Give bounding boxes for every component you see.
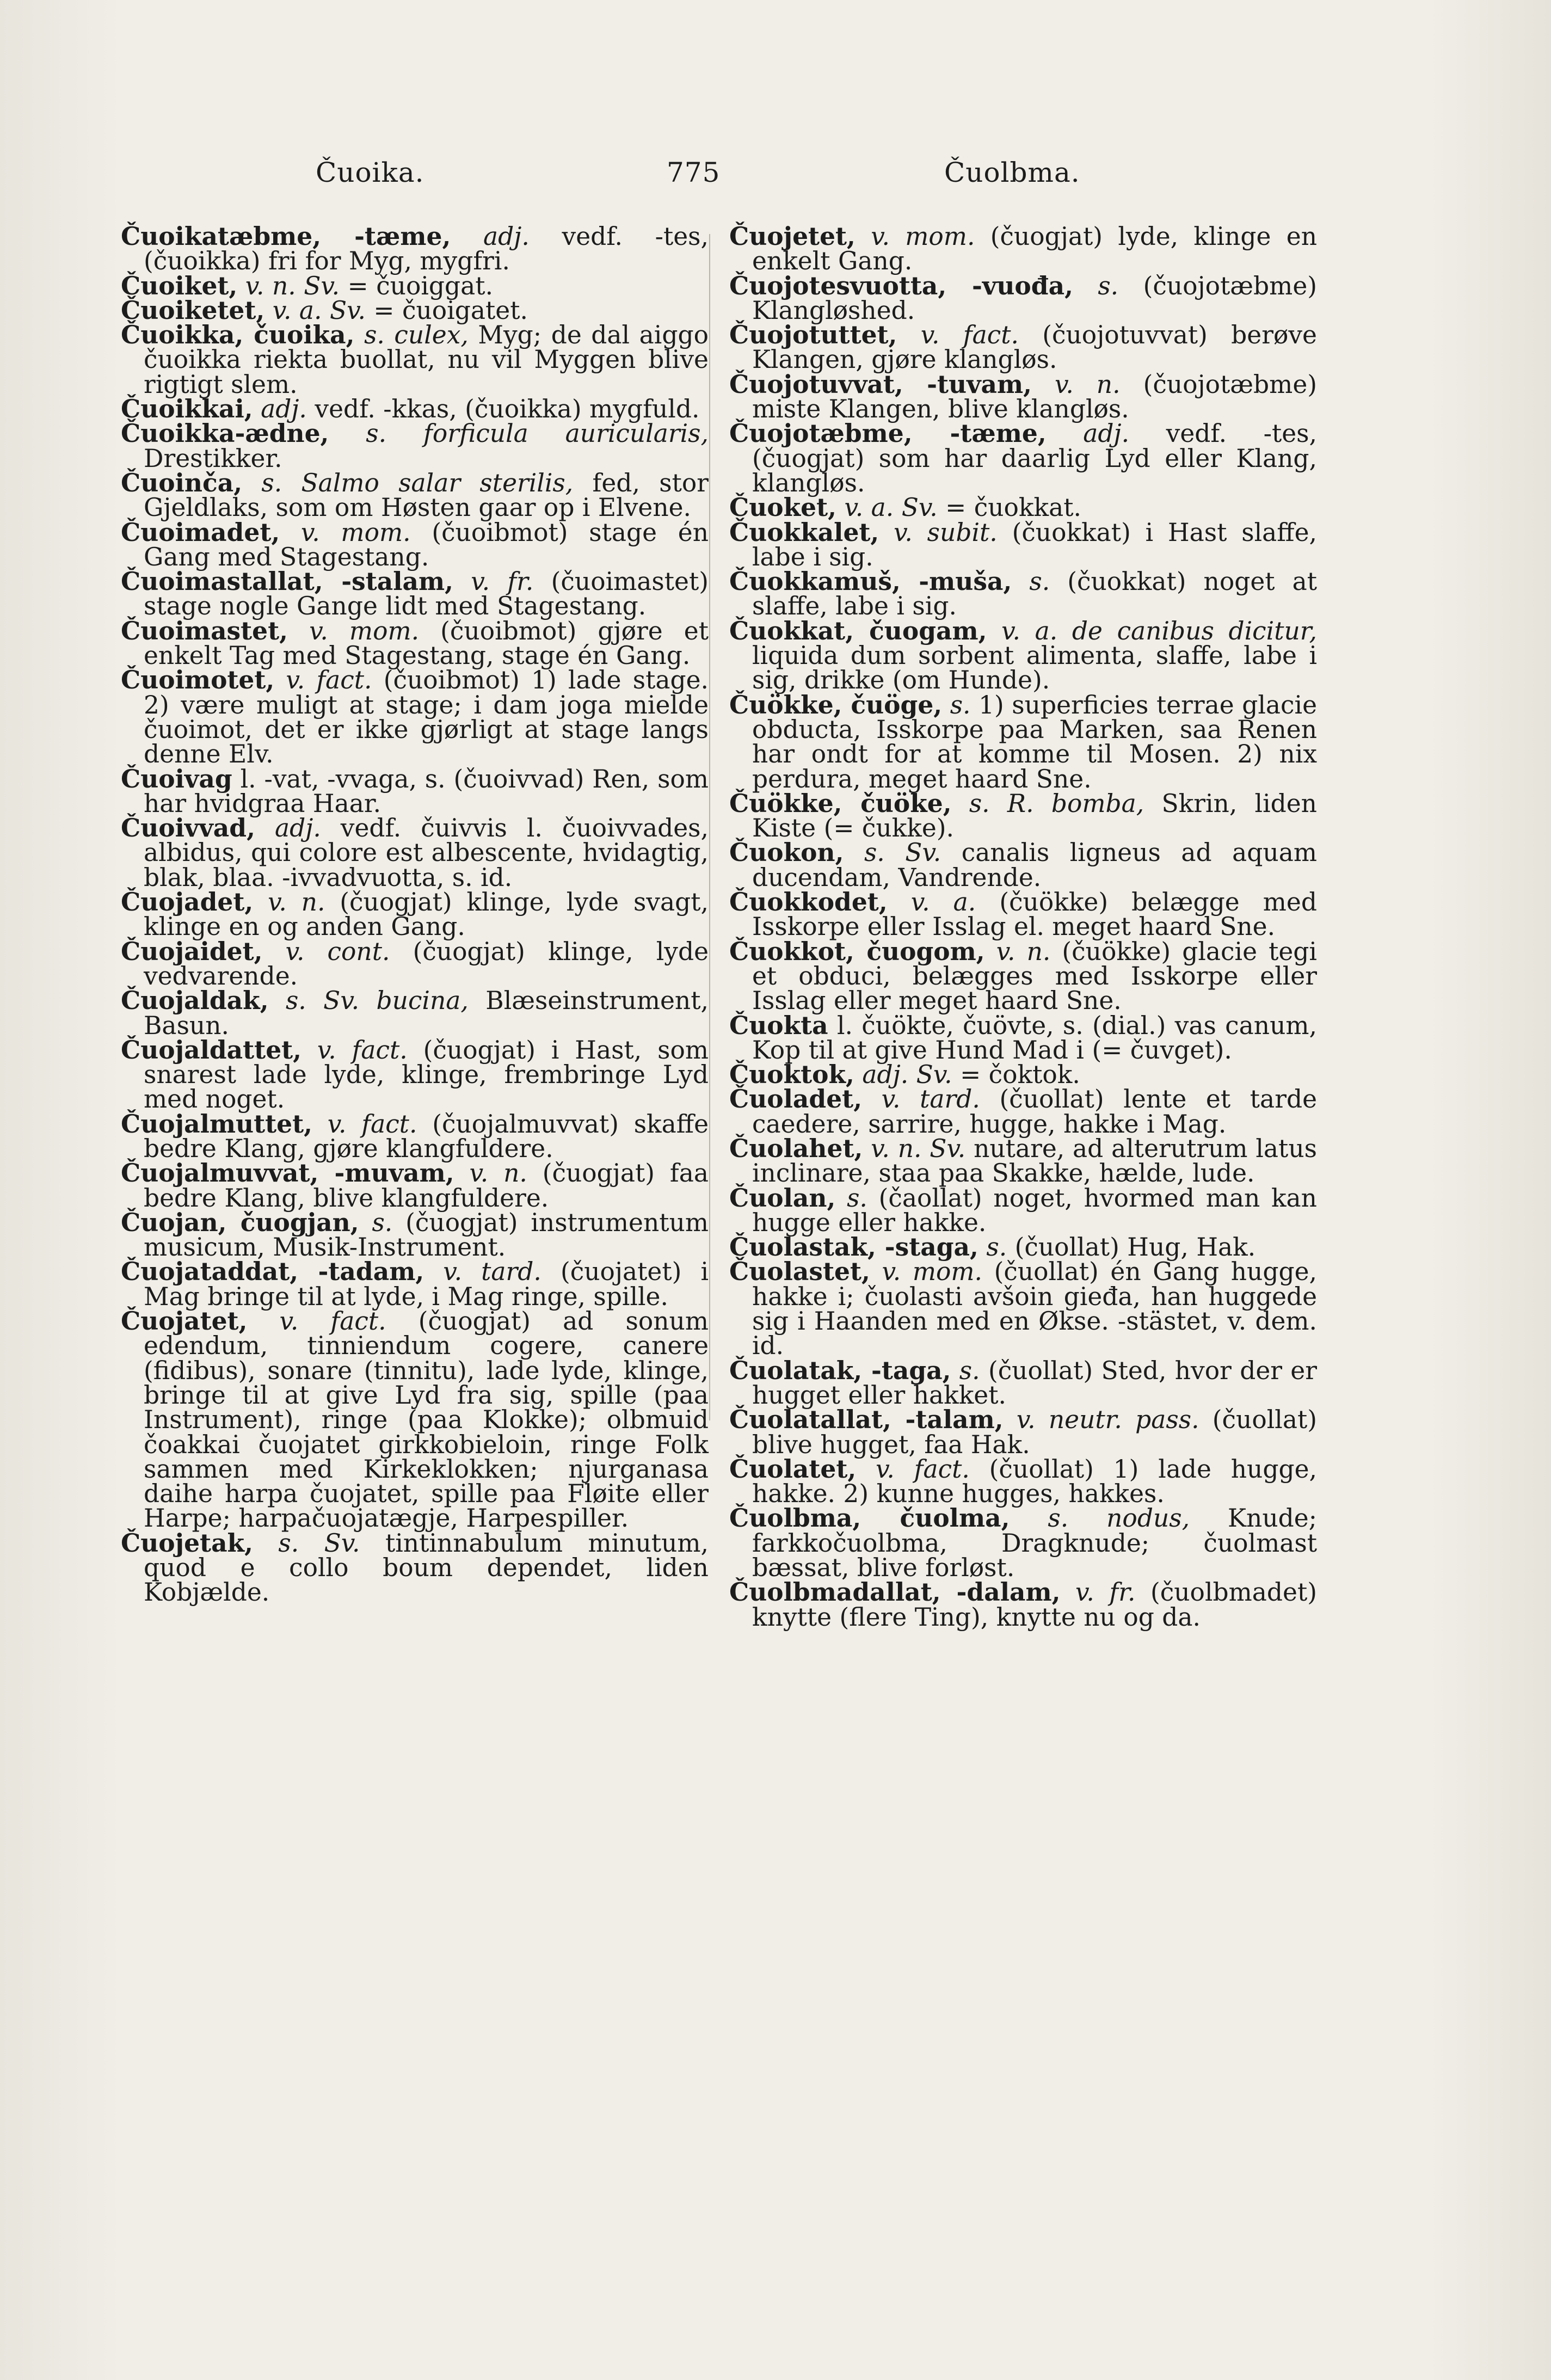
entry-definition: Blæseinstrument, Basun. bbox=[144, 986, 709, 1040]
entry-grammar: v. fact. bbox=[286, 666, 372, 695]
entry-grammar: v. n. bbox=[268, 888, 325, 917]
entry-definition: = čuoiggat. bbox=[347, 271, 494, 300]
entry-headword: Čuojotuttet, bbox=[729, 320, 897, 350]
dictionary-entry bbox=[121, 320, 709, 399]
dictionary-entry bbox=[729, 1355, 1317, 1410]
entry-grammar: s. bbox=[950, 690, 971, 719]
header-left-guideword: Čuoika. bbox=[316, 157, 424, 188]
header-right-guideword: Čuolbma. bbox=[944, 157, 1080, 188]
entry-grammar: adj. bbox=[1083, 419, 1130, 448]
entry-grammar: v. n. bbox=[469, 1159, 527, 1188]
dictionary-entry bbox=[729, 1084, 1317, 1139]
dictionary-entry bbox=[121, 270, 709, 300]
dictionary-entry bbox=[121, 988, 709, 1038]
entry-definition: (čuollat) lente et tarde caedere, sarrire, hugge, hakke i Mag. bbox=[752, 1085, 1317, 1139]
entry-grammar: s. Sv. bbox=[864, 838, 941, 868]
entry-grammar: s. Sv. bbox=[278, 1528, 360, 1558]
entry-headword: Čuojadet, bbox=[121, 887, 254, 917]
entry-headword: Čuoimotet, bbox=[121, 665, 275, 695]
dictionary-entry bbox=[729, 517, 1317, 571]
entry-definition: = čuokkat. bbox=[945, 493, 1081, 522]
entry-headword: Čuokon, bbox=[729, 838, 844, 868]
entry-grammar: v. mom. bbox=[300, 518, 411, 547]
entry-definition: Drestikker. bbox=[144, 444, 282, 473]
entry-headword: Čuojataddat, -tadam, bbox=[121, 1257, 424, 1287]
left-column bbox=[121, 224, 709, 1605]
entry-grammar: v. mom. bbox=[882, 1257, 982, 1287]
dictionary-entry bbox=[729, 320, 1317, 374]
entry-grammar: s. culex, bbox=[364, 321, 469, 350]
dictionary-entry bbox=[729, 887, 1317, 942]
entry-headword: Čuoikka, čuoika, bbox=[121, 320, 355, 350]
entry-grammar: s. forficula auricularis, bbox=[366, 419, 709, 448]
entry-headword: Čuoiket, bbox=[121, 270, 238, 300]
dictionary-entry bbox=[729, 369, 1317, 424]
entry-definition: (čuoimastet) stage nogle Gange lidt med Stagestang. bbox=[144, 567, 709, 621]
entry-headword: Čuolbma, čuolma, bbox=[729, 1503, 1010, 1533]
entry-grammar: v. mom. bbox=[309, 616, 420, 645]
entry-definition: (čuokkat) noget at slaffe, labe i sig. bbox=[752, 567, 1318, 621]
dictionary-entry bbox=[121, 665, 709, 769]
entry-grammar: adj. Sv. bbox=[862, 1060, 952, 1090]
entry-headword: Čuolan, bbox=[729, 1183, 836, 1213]
entry-definition: (čuojalmuvvat) skaffe bedre Klang, gjøre klangfuldere. bbox=[144, 1109, 709, 1163]
entry-grammar: v. fact. bbox=[920, 321, 1019, 350]
entry-definition: vedf. -kkas, (čuoikka) mygfuld. bbox=[315, 395, 700, 424]
entry-headword: Čuoikkai, bbox=[121, 394, 253, 424]
entry-headword: Čuoimastet, bbox=[121, 616, 288, 645]
dictionary-entry bbox=[121, 468, 709, 522]
entry-definition: (čuollat) én Gang hugge, hakke i; čuolasti avšoin gieđa, han huggede sig i Haanden med en Økse. -stästet, v. dem. id. bbox=[752, 1257, 1317, 1361]
entry-headword: Čuojalmuvvat, -muvam, bbox=[121, 1158, 454, 1188]
dictionary-entry bbox=[729, 616, 1317, 695]
entry-definition: (čuollat) 1) lade hugge, hakke. 2) kunne hugges, hakkes. bbox=[752, 1454, 1317, 1509]
entry-grammar: s. bbox=[986, 1233, 1007, 1262]
dictionary-entry bbox=[121, 421, 709, 471]
entry-grammar: v. subit. bbox=[894, 518, 998, 547]
entry-grammar: v. mom. bbox=[871, 222, 975, 251]
entry-grammar: v. n. Sv. bbox=[871, 1134, 966, 1163]
entry-grammar: s. nodus, bbox=[1048, 1504, 1190, 1533]
entry-definition: Knude; farkkočuolbma, Dragknude; čuolmast bæssat, blive forløst. bbox=[752, 1504, 1318, 1583]
entry-grammar: v. fact. bbox=[317, 1035, 408, 1065]
dictionary-entry bbox=[121, 295, 709, 325]
dictionary-entry bbox=[121, 569, 709, 619]
entry-grammar: v. fact. bbox=[876, 1454, 970, 1484]
entry-definition: vedf. -tes, (čuoikka) fri for Myg, mygfri. bbox=[144, 222, 709, 276]
entry-headword: Čuoikka-ædne, bbox=[121, 419, 329, 448]
entry-grammar: v. fact. bbox=[279, 1307, 386, 1336]
entry-grammar: v. fr. bbox=[1075, 1578, 1136, 1607]
dictionary-entry bbox=[121, 887, 709, 942]
entry-definition: (čuolbmadet) knytte (flere Ting), knytte nu og da. bbox=[752, 1578, 1317, 1632]
entry-grammar: s. Sv. bucina, bbox=[285, 986, 469, 1016]
entry-headword: Čuokta bbox=[729, 1010, 828, 1040]
entry-grammar: adj. bbox=[274, 814, 321, 843]
entry-definition: (čuökke) belægge med Isskorpe eller Isslag el. meget haard Sne. bbox=[752, 888, 1317, 942]
dictionary-entry bbox=[729, 1503, 1318, 1583]
dictionary-entry bbox=[729, 1232, 1317, 1262]
entry-headword: Čuolahet, bbox=[729, 1133, 863, 1163]
entry-headword: Čuolatet, bbox=[729, 1454, 857, 1484]
entry-headword: Čuoiketet, bbox=[121, 295, 265, 325]
dictionary-entry bbox=[729, 569, 1317, 619]
dictionary-entry bbox=[121, 936, 709, 991]
dictionary-entry bbox=[729, 690, 1318, 794]
dictionary-entry bbox=[729, 270, 1317, 325]
dictionary-entry bbox=[121, 394, 709, 424]
entry-grammar: v. a. bbox=[910, 888, 976, 917]
entry-definition: (čuogjat) klinge, lyde vedvarende. bbox=[144, 937, 709, 991]
running-header bbox=[114, 157, 1431, 200]
dictionary-entry bbox=[729, 495, 1317, 520]
dictionary-entry bbox=[121, 1528, 709, 1607]
entry-definition: (čuogjat) faa bedre Klang, blive klangfuldere. bbox=[144, 1159, 709, 1213]
dictionary-entry bbox=[729, 1577, 1317, 1632]
dictionary-entry bbox=[121, 517, 709, 571]
entry-definition: fed, stor Gjeldlaks, som om Høsten gaar op i Elvene. bbox=[144, 468, 709, 522]
entry-headword: Čuokkamuš, -muša, bbox=[729, 567, 1012, 596]
column-divider bbox=[709, 234, 710, 1420]
entry-headword: Čuolastet, bbox=[729, 1257, 870, 1287]
dictionary-entry bbox=[729, 1060, 1317, 1090]
entry-definition: (čuoibmot) gjøre et enkelt Tag med Stagestang, stage én Gang. bbox=[144, 616, 709, 671]
entry-definition: (čuojotæbme) miste Klangen, blive klangløs. bbox=[752, 370, 1317, 424]
dictionary-entry bbox=[729, 1133, 1317, 1188]
entry-definition: l. -vat, -vvaga, s. (čuoivvad) Ren, som har hvidgraa Haar. bbox=[144, 764, 709, 818]
entry-headword: Čuoimadet, bbox=[121, 517, 280, 547]
dictionary-entry bbox=[121, 1259, 709, 1309]
entry-headword: Čuolatallat, -talam, bbox=[729, 1405, 1004, 1435]
entry-headword: Čuoikatæbme, -tæme, bbox=[121, 222, 451, 251]
entry-headword: Čuoktok, bbox=[729, 1060, 854, 1090]
entry-definition: (čaollat) noget, hvormed man kan hugge eller hakke. bbox=[752, 1183, 1317, 1237]
entry-definition: (čuollat) blive hugget, faa Hak. bbox=[752, 1405, 1317, 1459]
entry-definition: canalis ligneus ad aquam ducendam, Vandrende. bbox=[752, 838, 1317, 892]
dictionary-entry bbox=[729, 421, 1317, 495]
entry-definition: (čuogjat) ad sonum edendum, tinniendum cogere, canere (fidibus), sonare (tinnitu), lade lyde, klinge, bringe til at give Lyd fra sig, spille (paa Instrument), ringe (paa Klokke); olbmuid čoakkai čuojatet girkkobieloin, ringe Folk sammen med Kirkeklokken; njurganasa daihe harpa čuojatet, spille paa Fløite eller Harpe; harpačuojatægje, Harpespiller. bbox=[144, 1307, 709, 1533]
entry-grammar: adj. bbox=[261, 395, 307, 424]
entry-grammar: v. n. Sv. bbox=[245, 271, 340, 300]
dictionary-entry bbox=[729, 936, 1317, 1016]
entry-grammar: v. cont. bbox=[285, 937, 390, 966]
entry-grammar: s. bbox=[847, 1183, 867, 1213]
entry-grammar: v. tard. bbox=[443, 1257, 541, 1287]
entry-headword: Čuolastak, -staga, bbox=[729, 1232, 978, 1262]
entry-definition: = čuoigatet. bbox=[373, 296, 528, 325]
entry-headword: Čuokkalet, bbox=[729, 517, 879, 547]
entry-headword: Čuojan, čuogjan, bbox=[121, 1207, 359, 1237]
dictionary-entry bbox=[121, 616, 709, 671]
entry-grammar: v. n. bbox=[1055, 370, 1121, 399]
entry-grammar: v. neutr. pass. bbox=[1016, 1405, 1199, 1435]
entry-headword: Čuoimastallat, -stalam, bbox=[121, 567, 453, 596]
entry-definition: 1) superficies terrae glacie obducta, Isskorpe paa Marken, saa Renen har ondt for at komme til Mosen. 2) nix perdura, meget haard Sne. bbox=[752, 690, 1318, 794]
entry-definition: (čuogjat) klinge, lyde svagt, klinge en og anden Gang. bbox=[144, 888, 709, 942]
entry-definition: = čoktok. bbox=[960, 1060, 1080, 1090]
entry-grammar: v. a. Sv. bbox=[844, 493, 938, 522]
entry-definition: (čuoibmot) 1) lade stage. 2) være muligt at stage; i dam joga mielde čuoimot, det er ikke gjørligt at stage langs denne Elv. bbox=[144, 666, 709, 769]
entry-headword: Čuokkat, čuogam, bbox=[729, 616, 987, 645]
dictionary-entry bbox=[121, 1035, 709, 1114]
entry-headword: Čuojetak, bbox=[121, 1528, 253, 1558]
dictionary-entry bbox=[729, 1454, 1317, 1509]
entry-headword: Čuoivag bbox=[121, 764, 232, 794]
entry-grammar: s. R. bomba, bbox=[969, 789, 1144, 818]
entry-definition: (čuollat) Sted, hvor der er hugget eller hakket. bbox=[752, 1356, 1317, 1410]
entry-definition: (čuojotuvvat) berøve Klangen, gjøre klangløs. bbox=[752, 321, 1317, 374]
entry-grammar: v. fr. bbox=[471, 567, 534, 596]
entry-definition: nutare, ad alterutrum latus inclinare, staa paa Skakke, hælde, lude. bbox=[752, 1134, 1317, 1188]
dictionary-entry bbox=[121, 1109, 709, 1163]
entry-grammar: s. bbox=[372, 1208, 393, 1237]
entry-grammar: s. Salmo salar sterilis, bbox=[261, 468, 574, 497]
entry-headword: Čuokkodet, bbox=[729, 887, 888, 917]
entry-headword: Čuoivvad, bbox=[121, 813, 255, 843]
dictionary-entry bbox=[729, 1010, 1317, 1065]
entry-grammar: v. fact. bbox=[327, 1109, 417, 1139]
entry-headword: Čuolatak, -taga, bbox=[729, 1355, 951, 1385]
entry-definition: vedf. -tes, (čuogjat) som har daarlig Lyd eller Klang, klangløs. bbox=[752, 419, 1317, 497]
dictionary-entry bbox=[729, 224, 1317, 274]
entry-headword: Čuojaidet, bbox=[121, 936, 263, 966]
entry-definition: (čuojotæbme) Klangløshed. bbox=[752, 271, 1317, 325]
entry-grammar: adj. bbox=[483, 222, 530, 251]
entry-headword: Čuokkot, čuogom, bbox=[729, 936, 985, 966]
entry-definition: tintinnabulum minutum, quod e collo boum dependet, liden Kobjælde. bbox=[144, 1528, 709, 1607]
dictionary-entry bbox=[729, 788, 1317, 843]
entry-definition: (čuokkat) i Hast slaffe, labe i sig. bbox=[752, 518, 1317, 571]
entry-headword: Čuojotæbme, -tæme, bbox=[729, 419, 1047, 448]
entry-grammar: v. a. Sv. bbox=[272, 296, 366, 325]
entry-definition: Myg; de dal aiggo čuoikka riekta buollat, nu vil Myggen blive rigtigt slem. bbox=[144, 321, 709, 399]
entry-headword: Čuoket, bbox=[729, 493, 836, 522]
dictionary-entry bbox=[729, 1257, 1317, 1361]
entry-headword: Čuojotesvuotta, -vuođa, bbox=[729, 270, 1073, 300]
entry-headword: Čuojaldattet, bbox=[121, 1035, 302, 1065]
entry-headword: Čuojetet, bbox=[729, 222, 855, 251]
entry-headword: Čuojatet, bbox=[121, 1306, 248, 1336]
entry-headword: Čuoinča, bbox=[121, 468, 243, 497]
entry-definition: Skrin, liden Kiste (= čukke). bbox=[752, 789, 1317, 843]
dictionary-entry bbox=[729, 840, 1317, 890]
entry-grammar: s. bbox=[959, 1356, 980, 1385]
dictionary-entry bbox=[121, 813, 709, 892]
entry-definition: vedf. čuivvis l. čuoivvades, albidus, qui colore est albescente, hvidagtig, blak, blaa. -ivvadvuotta, s. id. bbox=[144, 814, 709, 892]
entry-headword: Čuolbmadallat, -dalam, bbox=[729, 1577, 1061, 1607]
entry-definition: (čuogjat) instrumentum musicum, Musik-Instrument. bbox=[144, 1208, 709, 1262]
entry-headword: Čuökke, čuöge, bbox=[729, 690, 943, 719]
dictionary-entry bbox=[729, 1183, 1317, 1237]
entry-grammar: s. bbox=[1029, 567, 1050, 596]
entry-definition: (čuollat) Hug, Hak. bbox=[1014, 1233, 1256, 1262]
entry-headword: Čuojalmuttet, bbox=[121, 1109, 312, 1139]
entry-definition: (čuökke) glacie tegi et obduci, belægges med Isskorpe eller Isslag eller meget haard Sne. bbox=[752, 937, 1317, 1016]
entry-grammar: v. a. de canibus dicitur, bbox=[1001, 616, 1317, 645]
dictionary-entry bbox=[121, 1207, 709, 1262]
dictionary-entry bbox=[121, 764, 709, 818]
entry-definition: liquida dum sorbent alimenta, slaffe, labe i sig, drikke (om Hunde). bbox=[752, 641, 1317, 695]
entry-headword: Čuoladet, bbox=[729, 1084, 863, 1114]
entry-grammar: v. tard. bbox=[881, 1085, 980, 1114]
dictionary-entry bbox=[729, 1407, 1317, 1457]
dictionary-entry bbox=[121, 224, 709, 274]
entry-grammar: s. bbox=[1098, 271, 1119, 300]
dictionary-entry bbox=[121, 1158, 709, 1213]
entry-headword: Čuökke, čuöke, bbox=[729, 788, 952, 818]
entry-definition: (čuogjat) i Hast, som snarest lade lyde, klinge, frembringe Lyd med noget. bbox=[144, 1035, 709, 1114]
entry-headword: Čuojotuvvat, -tuvam, bbox=[729, 369, 1032, 399]
entry-definition: (čuojatet) i Mag bringe til at lyde, i Mag ringe, spille. bbox=[144, 1257, 709, 1311]
entry-definition: (čuogjat) lyde, klinge en enkelt Gang. bbox=[752, 222, 1317, 276]
entry-grammar: v. n. bbox=[996, 937, 1051, 966]
entry-headword: Čuojaldak, bbox=[121, 986, 269, 1016]
page-number: 775 bbox=[667, 157, 721, 188]
entry-definition: (čuoibmot) stage én Gang med Stagestang. bbox=[144, 518, 709, 571]
entry-definition: l. čuökte, čuövte, s. (dial.) vas canum, Kop til at give Hund Mad i (= čuvget). bbox=[752, 1011, 1317, 1065]
right-column bbox=[729, 222, 1318, 1632]
dictionary-entry bbox=[121, 1306, 709, 1533]
